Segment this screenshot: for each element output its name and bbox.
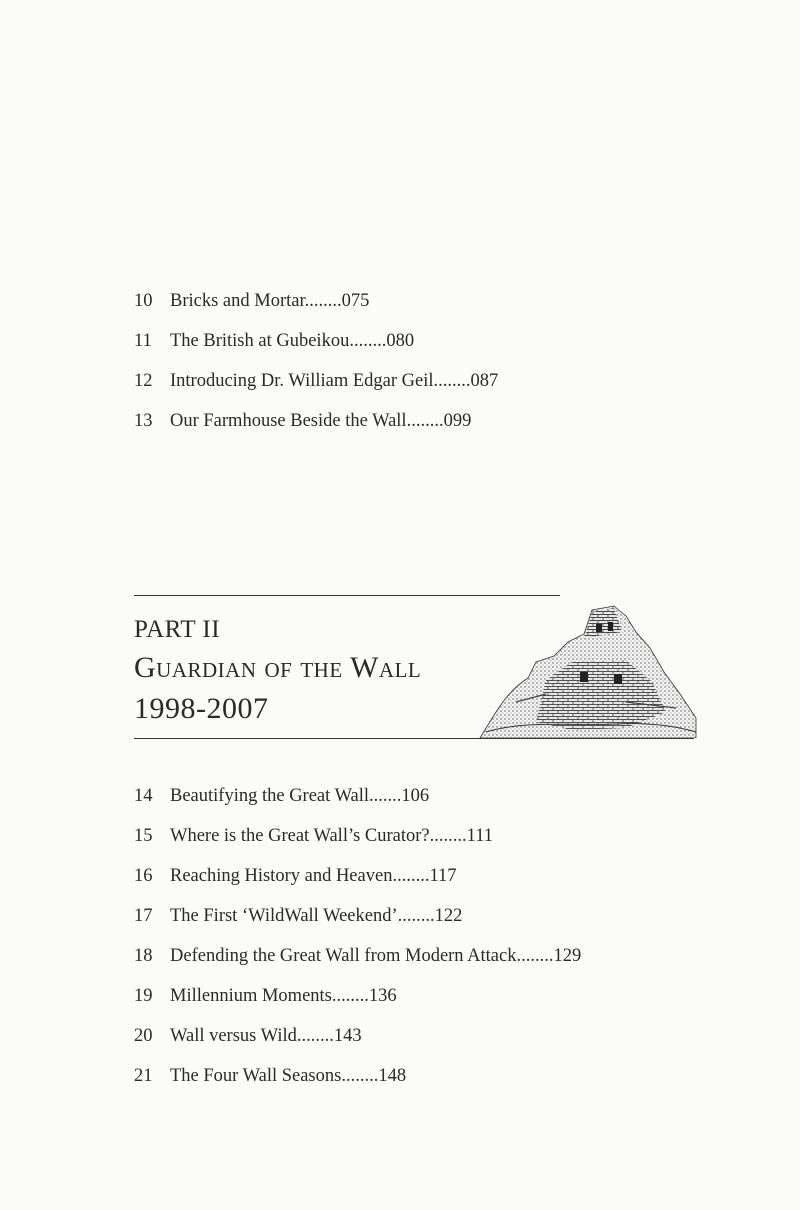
chapter-number: 18 <box>134 946 153 966</box>
chapter-title: The First ‘WildWall Weekend’........122 <box>170 906 463 926</box>
toc-entry <box>134 368 498 408</box>
part-label: PART II <box>134 616 221 643</box>
toc-entry <box>134 1063 581 1103</box>
toc-entry <box>134 983 581 1023</box>
chapter-title: Our Farmhouse Beside the Wall........099 <box>170 411 472 431</box>
chapter-number: 13 <box>134 411 153 431</box>
chapter-title: Where is the Great Wall’s Curator?........111 <box>170 826 494 846</box>
toc-list-part-two <box>134 783 581 1103</box>
toc-entry <box>134 863 581 903</box>
chapter-title: Beautifying the Great Wall.......106 <box>170 786 430 806</box>
chapter-number: 19 <box>134 986 153 1006</box>
part-title: Guardian of the Wall <box>134 651 422 684</box>
toc-entry <box>134 408 498 448</box>
part-years: 1998-2007 <box>134 692 269 725</box>
chapter-title: Millennium Moments........136 <box>170 986 397 1006</box>
chapter-number: 21 <box>134 1066 153 1086</box>
chapter-number: 15 <box>134 826 153 846</box>
chapter-number: 20 <box>134 1026 153 1046</box>
toc-entry <box>134 903 581 943</box>
chapter-title: Wall versus Wild........143 <box>170 1026 362 1046</box>
chapter-title: The Four Wall Seasons........148 <box>170 1066 407 1086</box>
toc-entry <box>134 328 498 368</box>
toc-list-part-one <box>134 288 498 448</box>
chapter-number: 17 <box>134 906 153 926</box>
chapter-number: 14 <box>134 786 153 806</box>
toc-entry <box>134 288 498 328</box>
chapter-number: 16 <box>134 866 153 886</box>
chapter-number: 12 <box>134 371 153 391</box>
chapter-title: Reaching History and Heaven........117 <box>170 866 457 886</box>
chapter-title: Introducing Dr. William Edgar Geil........087 <box>170 371 499 391</box>
chapter-number: 11 <box>134 331 152 351</box>
chapter-title: The British at Gubeikou........080 <box>170 331 415 351</box>
chapter-title: Defending the Great Wall from Modern Attack........129 <box>170 946 582 966</box>
toc-entry <box>134 943 581 983</box>
part-header-bottom-rule <box>134 738 694 739</box>
toc-entry <box>134 783 581 823</box>
great-wall-watchtower-icon <box>476 602 698 738</box>
chapter-title: Bricks and Mortar........075 <box>170 291 370 311</box>
toc-entry <box>134 823 581 863</box>
toc-entry <box>134 1023 581 1063</box>
chapter-number: 10 <box>134 291 153 311</box>
part-header-top-rule <box>134 595 560 596</box>
